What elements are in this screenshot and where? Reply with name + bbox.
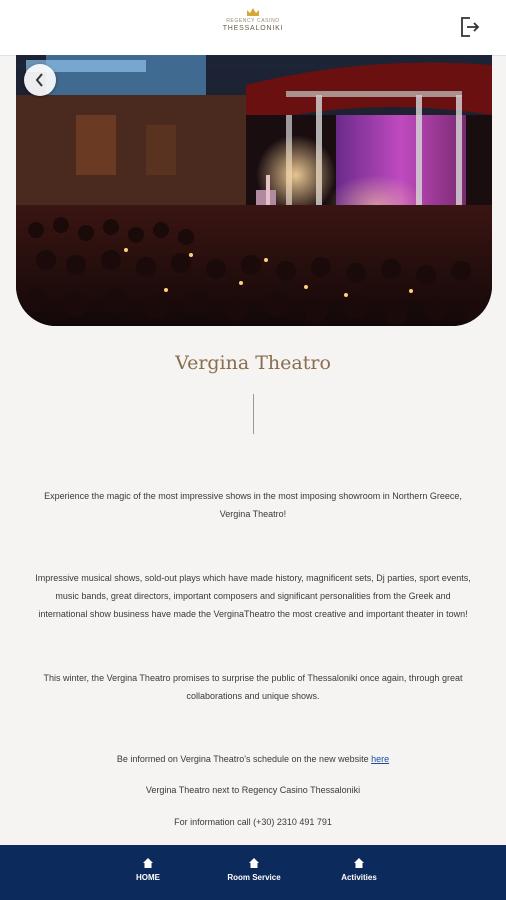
intro-paragraph: Experience the magic of the most impressive shows in the most imposing showroom in Northern Greece, Vergina Theatro! bbox=[44, 491, 462, 519]
schedule-link[interactable]: here bbox=[371, 754, 390, 764]
nav-activities[interactable] bbox=[314, 857, 404, 893]
bottom-navigation bbox=[0, 845, 506, 900]
title-divider bbox=[253, 394, 254, 434]
theatre-hero-image bbox=[16, 55, 492, 326]
logo-main-text: THESSALONIKI bbox=[222, 25, 284, 32]
back-button[interactable] bbox=[24, 64, 56, 96]
nav-room-service[interactable] bbox=[209, 857, 299, 893]
winter-paragraph: This winter, the Vergina Theatro promises to surprise the public of Thessaloniki once again, through great collaborations and unique shows. bbox=[43, 673, 463, 701]
app-header bbox=[0, 0, 506, 56]
location-line: Vergina Theatro next to Regency Casino Thessaloniki bbox=[145, 785, 361, 795]
logo-top-text: REGENCY CASINO bbox=[226, 18, 280, 24]
schedule-line bbox=[34, 750, 472, 768]
crown-icon bbox=[246, 8, 260, 17]
nav-activities-label: Activities bbox=[341, 873, 377, 882]
nav-home-label: HOME bbox=[136, 873, 160, 882]
history-paragraph: Impressive musical shows, sold-out plays which have made history, magnificent sets, Dj parties, sport events, music bands, great directors, important composers and significant personalities from the Greek and international show business have made the VerginaTheatro the most creative and important theater in town! bbox=[35, 573, 471, 619]
schedule-text: Be informed on Vergina Theatro's schedule on the new website bbox=[116, 754, 372, 764]
chevron-left-icon bbox=[34, 73, 46, 87]
home-icon bbox=[353, 857, 365, 869]
regency-casino-logo[interactable] bbox=[213, 8, 293, 48]
nav-room-service-label: Room Service bbox=[227, 873, 281, 882]
home-icon bbox=[248, 857, 260, 869]
home-icon bbox=[142, 857, 154, 869]
logout-button[interactable] bbox=[456, 14, 482, 40]
theatre-stage-illustration bbox=[16, 55, 492, 326]
page-title: Vergina Theatro bbox=[175, 352, 331, 374]
info-phone-line: For information call (+30) 2310 491 791 bbox=[174, 817, 332, 827]
logout-icon bbox=[456, 14, 482, 40]
nav-home[interactable] bbox=[103, 857, 193, 893]
